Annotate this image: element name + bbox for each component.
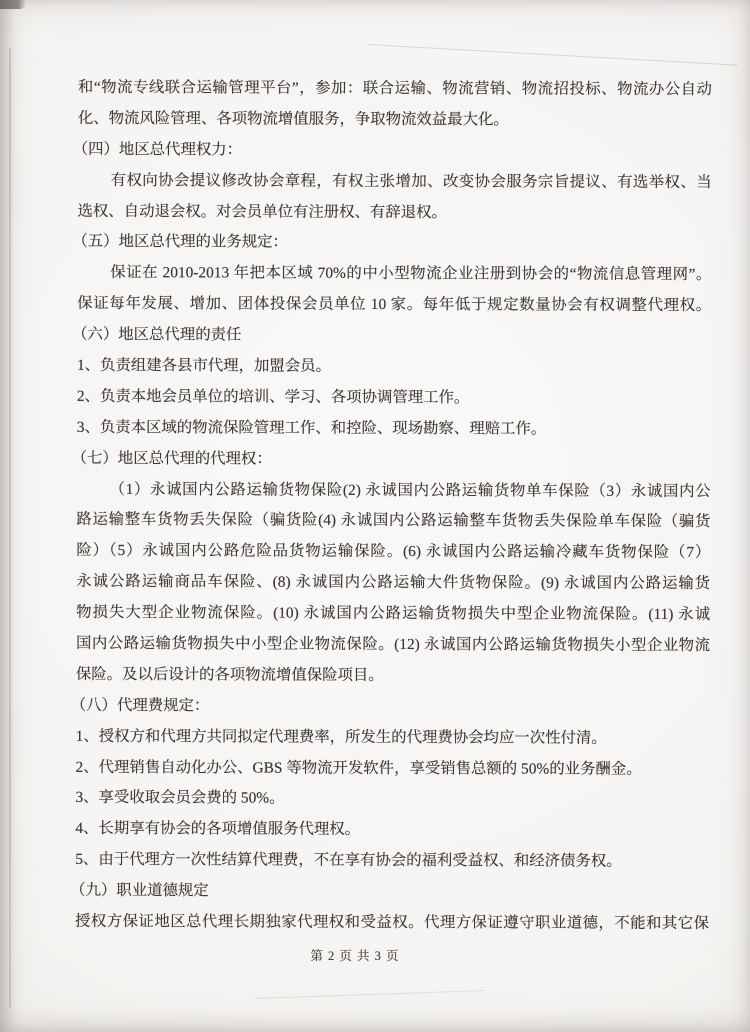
section-heading: （四）地区总代理权力： xyxy=(72,140,243,159)
list-item-line: 3、享受收取会员会费的 50%。 xyxy=(75,789,285,808)
scan-corner-mark xyxy=(0,0,26,9)
paper-crease-top xyxy=(368,44,737,66)
paragraph-line: 有权向协会提议修改协会章程，有权主张增加、改变协会服务宗旨提议、有选举权、当 xyxy=(110,171,712,191)
paragraph-line: 化、物流风险管理、各项物流增值服务，争取物流效益最大化。 xyxy=(77,109,509,129)
paragraph-line: 保证在 2010-2013 年把本区域 70%的中小型物流企业注册到协会的“物流信息管理网”。 xyxy=(110,264,712,284)
paragraph-line: 选权、自动退会权。对会员单位有注册权、有辞退权。 xyxy=(77,202,447,221)
paragraph-line: 授权方保证地区总代理长期独家代理权和受益权。代理方保证遵守职业道德，不能和其它保 xyxy=(75,912,710,933)
paragraph-line: 物损失大型企业物流保险。(10) 永诚国内公路运输货物损失中型企业物流保险。(11) 永诚 xyxy=(76,604,711,624)
list-item-line: 3、负责本区域的物流保险管理工作、和控险、现场勘察、理赔工作。 xyxy=(76,418,547,438)
paragraph-line: 和“物流专线联合运输管理平台”，参加：联合运输、物流营销、物流招投标、物流办公自动 xyxy=(77,78,712,99)
document-body xyxy=(70,73,712,940)
paragraph-line: 保险。及以后设计的各项物流增值保险项目。 xyxy=(75,665,384,684)
paragraph-line: 永诚公路运输商品车保险、(8) 永诚国内公路运输大件货物保险。(9) 永诚国内公路运输货 xyxy=(76,573,711,593)
paper-crease-bottom xyxy=(255,990,485,999)
section-heading: （五）地区总代理的业务规定： xyxy=(72,233,288,252)
list-item-line: 5、由于代理方一次性结算代理费，不在享有协会的福利受益权、和经济债务权。 xyxy=(75,851,622,871)
list-item-line: 4、长期享有协会的各项增值服务代理权。 xyxy=(75,820,361,839)
section-heading: （六）地区总代理的责任 xyxy=(72,325,242,344)
paragraph-line: 国内公路运输货物损失中小型企业物流保险。(12) 永诚国内公路运输货物损失小型企业物流 xyxy=(75,634,711,655)
page-number: 第 2 页 共 3 页 xyxy=(310,949,400,963)
list-item-line: 2、负责本地会员单位的培训、学习、各项协调管理工作。 xyxy=(76,387,470,407)
paragraph-line: 保证每年发展、增加、团体投保会员单位 10 家。每年低于规定数量协会有权调整代理权。 xyxy=(77,295,712,315)
paragraph-line: 路运输整车货物丢失保险（骗货险(4) 永诚国内公路运输整车货物丢失保险单车保险（骗货 xyxy=(76,511,711,531)
paragraph-line: （1）永诚国内公路运输货物保险(2) 永诚国内公路运输货物单车保险（3）永诚国内公 xyxy=(109,480,711,500)
list-item-line: 2、代理销售自动化办公、GBS 等物流开发软件，享受销售总额的 50%的业务酬金。 xyxy=(75,758,642,778)
paper-left-edge-line xyxy=(9,48,11,1008)
section-heading: （九）职业道德规定 xyxy=(70,882,209,900)
section-heading: （八）代理费规定： xyxy=(70,696,210,715)
list-item-line: 1、授权方和代理方共同拟定代理费率，所发生的代理费协会均应一次性付清。 xyxy=(75,727,607,747)
paper-left-edge-shadow xyxy=(0,0,15,1032)
list-item-line: 1、负责组建各县市代理，加盟会员。 xyxy=(76,356,331,375)
paragraph-line: 险）（5）永诚国内公路危险品货物运输保险。(6) 永诚国内公路运输冷藏车货物保险（7） xyxy=(76,542,711,562)
section-heading: （七）地区总代理的代理权： xyxy=(71,449,272,468)
